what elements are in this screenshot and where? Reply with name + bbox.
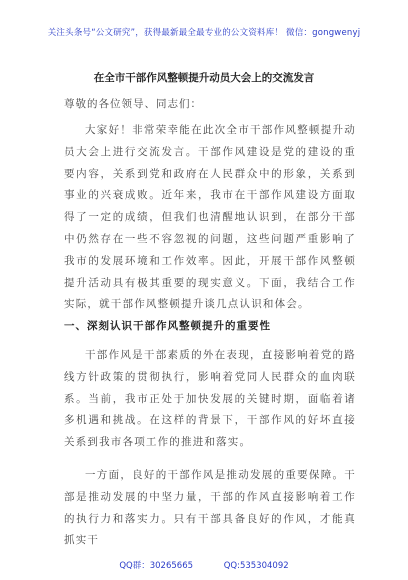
footer-qq-group: QQ群：30265665 [119,561,194,571]
paragraph-section-1-point-1: 一方面，良好的干部作风是推动发展的重要保障。干部是推动发展的中坚力量，干部的作风直接影响着工作的执行力和落实力。只有干部具备良好的作风，才能真抓实干 [64,469,356,547]
salutation: 尊敬的各位领导、同志们： [64,98,202,110]
paragraph-section-1: 干部作风是干部素质的外在表现，直接影响着党的路线方针政策的贯彻执行，影响着党同人民群众的血肉联系。当前，我市正处于加快发展的关键时期，面临着诸多机遇和挑战。在这样的背景下，干部作风的好坏直接关系到我市各项工作的推进和落实。 [64,349,356,449]
header-banner: 关注头条号“公文研究”，获得最新最全最专业的公文资料库！ 微信：gongwenyj [47,28,361,38]
footer-qq-contact: QQ:535304092 [223,561,289,571]
footer-contact [0,559,408,571]
section-heading-1: 一、深刻认识干部作风整顿提升的重要性 [64,320,271,332]
paragraph-intro: 大家好！非常荣幸能在此次全市干部作风整顿提升动员大会上进行交流发言。干部作风建设是党的建设的重要内容，关系到党和政府在人民群众中的形象，关系到事业的兴衰成败。近年来，我市在干部作风建设方面取得了一定的成绩，但我们也清醒地认识到，在部分干部中仍然存在一些不容忽视的问题，这些问题严重影响了我市的发展环境和工作效率。因此，开展干部作风整顿提升活动具有极其重要的现实意义。下面，我结合工作实际，就干部作风整顿提升谈几点认识和体会。 [64,124,356,311]
document-title: 在全市干部作风整顿提升动员大会上的交流发言 [93,72,315,84]
